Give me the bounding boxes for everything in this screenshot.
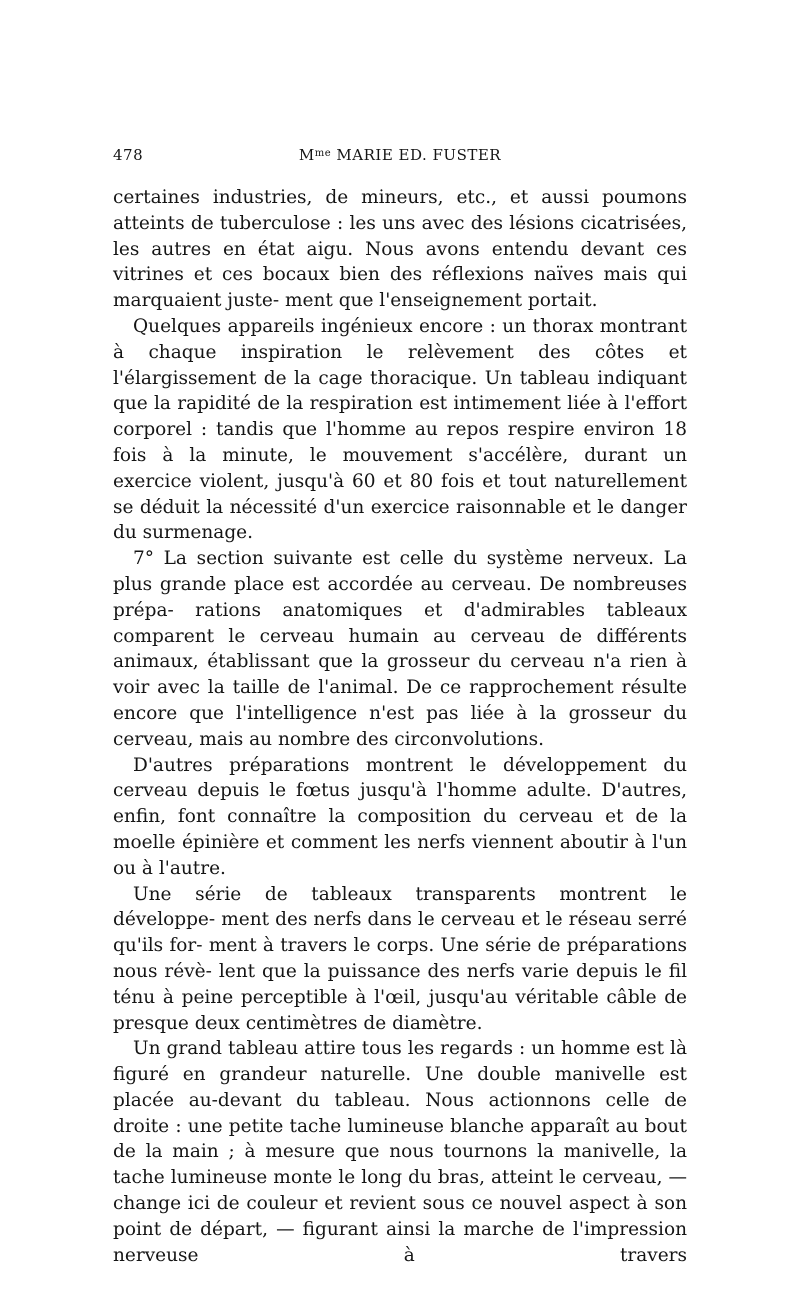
text-line: ment que l'enseignement portait. xyxy=(284,290,598,312)
text-line: bocaux bien des réflexions naïves mais qui marquaient juste- xyxy=(113,264,687,312)
text-line: monte le long du bras, atteint le cerveau, — change ici de xyxy=(113,1167,687,1215)
paragraph xyxy=(113,546,687,752)
text-line: la respiration est intimement liée à l'effort corporel : tandis que xyxy=(113,393,688,441)
text-line: lent que la puissance des nerfs varie depuis le fil ténu à peine xyxy=(113,960,688,1008)
text-line: — figurant ainsi la marche de l'impression nerveuse à travers xyxy=(113,1218,687,1266)
text-line: 7° La section suivante est celle du système nerveux. La plus xyxy=(113,548,687,595)
header-author xyxy=(113,146,687,164)
text-line: en état aigu. Nous avons entendu devant ces vitrines et ces xyxy=(113,238,687,286)
text-line: de la cage thoracique. Un tableau indiquant que la rapidité de xyxy=(113,367,687,415)
text-line: Quelques appareils ingénieux encore : un thorax montrant à xyxy=(113,315,687,363)
text-line: n'est pas liée à la grosseur du cerveau, mais au nombre des xyxy=(113,702,687,750)
text-line: Une série de tableaux transparents montrent le développe- xyxy=(113,883,687,931)
author-prefix-superscript: me xyxy=(314,148,332,159)
text-line: exercice raisonnable et le danger du surmenage. xyxy=(113,496,687,544)
author-prefix: M xyxy=(298,146,315,164)
text-line: rations anatomiques et d'admirables tableaux comparent le xyxy=(113,599,687,647)
paragraph xyxy=(113,1036,687,1268)
text-line: grande place est accordée au cerveau. De nombreuses prépa- xyxy=(113,573,688,621)
text-line: circonvolutions. xyxy=(394,728,544,750)
text-line: figuré en grandeur naturelle. Une double manivelle est placée xyxy=(113,1064,687,1111)
text-line: l'homme au repos respire environ 18 fois à la minute, le xyxy=(113,419,687,466)
text-line: D'autres préparations montrent le développement du cerveau xyxy=(113,754,687,802)
author-name: MARIE ED. FUSTER xyxy=(336,146,502,164)
text-line: ment des nerfs dans le cerveau et le réseau serré qu'ils for- xyxy=(113,909,687,957)
paragraph xyxy=(113,753,687,882)
text-line: Un grand tableau attire tous les regards : un homme est là xyxy=(133,1038,687,1060)
text-line: centimètres de diamètre. xyxy=(245,1012,483,1034)
text-line: cerveau humain au cerveau de différents animaux, établissant xyxy=(113,625,687,673)
text-line: l'animal. De ce rapprochement résulte encore que l'intelligence xyxy=(113,677,688,724)
text-line: comment les nerfs viennent aboutir à l'un ou à l'autre. xyxy=(113,831,687,879)
text-line: petite tache lumineuse blanche apparaît au bout de la main ; à xyxy=(113,1115,687,1163)
text-line: que la grosseur du cerveau n'a rien à voir avec la taille de xyxy=(113,651,687,699)
text-line: perceptible à l'œil, jusqu'au véritable câble de presque deux xyxy=(113,986,687,1034)
text-line: chaque inspiration le relèvement des côtes et l'élargissement xyxy=(113,341,687,389)
paragraph xyxy=(113,882,687,1037)
paragraph xyxy=(113,185,687,314)
paragraph xyxy=(113,314,687,546)
text-line: depuis le fœtus jusqu'à l'homme adulte. D'autres, enfin, font xyxy=(113,780,687,828)
text-line: ment à travers le corps. Une série de préparations nous révè- xyxy=(113,935,687,982)
running-header xyxy=(113,146,687,168)
text-line: au-devant du tableau. Nous actionnons celle de droite : une xyxy=(113,1089,687,1137)
text-line: de tuberculose : les uns avec des lésions cicatrisées, les autres xyxy=(113,212,687,260)
text-line: mesure que nous tournons la manivelle, la tache lumineuse xyxy=(113,1141,687,1189)
page-number: 478 xyxy=(113,146,144,164)
text-line: couleur et revient sous ce nouvel aspect à son point de départ, xyxy=(113,1193,687,1240)
text-line: mouvement s'accélère, durant un exercice violent, jusqu'à xyxy=(113,444,687,492)
body-text xyxy=(113,185,687,1268)
text-line: 60 et 80 fois et tout naturellement se déduit la nécessité d'un xyxy=(113,470,688,518)
text-line: connaître la composition du cerveau et de la moelle épinière et xyxy=(113,806,687,853)
text-line: certaines industries, de mineurs, etc., et aussi poumons atteints xyxy=(113,187,687,234)
